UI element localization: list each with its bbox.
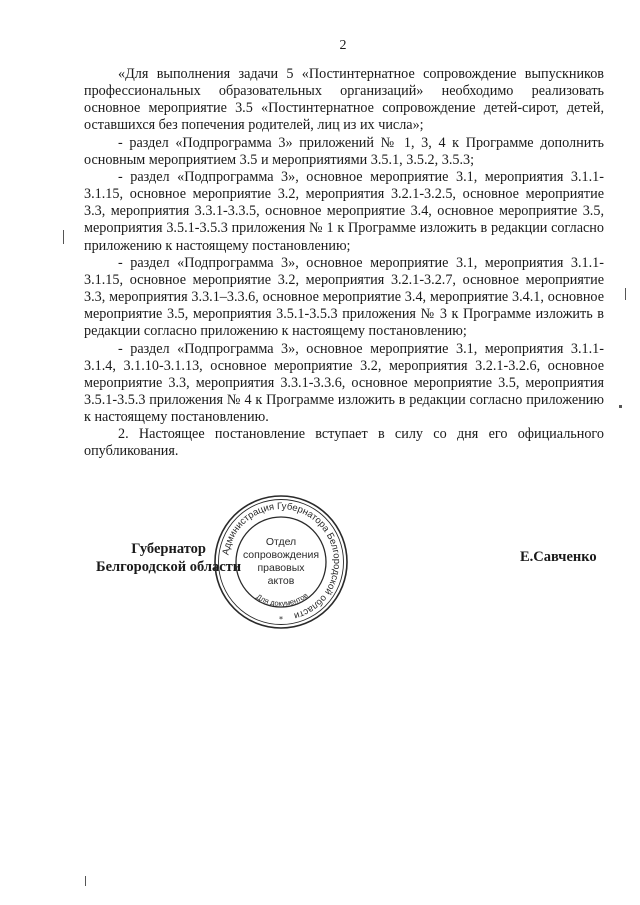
stamp-star: *: [279, 615, 283, 624]
signatory-name: Е.Савченко: [520, 549, 597, 565]
stamp-center-line-2: сопровождения: [242, 549, 320, 561]
scan-mark: [63, 230, 64, 244]
stamp-center-line-3: правовых: [257, 562, 305, 574]
paragraph-appendix-1: - раздел «Подпрограмма 3», основное мероприятие 3.1, мероприятия 3.1.1-3.1.15, основное мероприятие 3.2, мероприятия 3.2.1-3.2.5, основное мероприятие 3.3, мероприятия 3.3.1-3.3.5, основное мероприятие 3.4, основное мероприятие 3.5, мероприятия 3.5.1-3.5.3 приложения № 1 к Программе изложить в редакции согласно приложению к настоящему постановлению;: [84, 168, 604, 254]
paragraph-appendix-1-3-4: - раздел «Подпрограмма 3» приложений № 1, 3, 4 к Программе дополнить основным мероприятием 3.5 и мероприятиями 3.5.1, 3.5.2, 3.5.3;: [84, 134, 604, 168]
signatory-title-line-2: Белгородской области: [96, 559, 242, 575]
official-stamp: [212, 493, 350, 631]
signatory-title-line-1: Губернатор: [131, 541, 206, 557]
stamp-center-line-1: Отдел: [265, 536, 297, 548]
stamp-bottom-text: Для документов: [254, 590, 310, 608]
scan-mark: [85, 876, 86, 886]
paragraph-appendix-3: - раздел «Подпрограмма 3», основное мероприятие 3.1, мероприятия 3.1.1-3.1.15, основное мероприятие 3.2, мероприятия 3.2.1-3.2.7, основное мероприятие 3.3, мероприятия 3.3.1–3.3.6, основное мероприятие 3.4, мероприятие 3.4.1, основное мероприятие 3.5, мероприятия 3.5.1-3.5.3 приложения № 3 к Программе изложить в редакции согласно приложению к настоящему постановлению;: [84, 254, 604, 340]
scan-mark: [625, 288, 626, 300]
paragraph-task-5: «Для выполнения задачи 5 «Постинтернатное сопровождение выпускников профессиональных образовательных организаций» необходимо реализовать основное мероприятие 3.5 «Постинтернатное сопровождение детей-сирот, детей, оставшихся без попечения родителей, лиц из их числа»;: [84, 66, 604, 134]
stamp-ring-text: Администрация Губернатора Белгородской области: [220, 500, 343, 622]
paragraph-appendix-4: - раздел «Подпрограмма 3», основное мероприятие 3.1, мероприятия 3.1.1-3.1.4, 3.1.10-3.1.13, основное мероприятие 3.2, мероприятия 3.2.1-3.2.6, основное мероприятие 3.3, мероприятия 3.3.1-3.3.6, основное мероприятие 3.5, мероприятия 3.5.1-3.5.3 приложения № 4 к Программе изложить в редакции согласно приложению к настоящему постановлению.: [84, 340, 604, 426]
scan-mark: [619, 405, 622, 408]
document-body: [84, 66, 604, 461]
paragraph-effective-date: 2. Настоящее постановление вступает в силу со дня его официального опубликования.: [84, 426, 604, 460]
stamp-center-line-4: актов: [267, 575, 295, 587]
page-number: 2: [339, 38, 347, 53]
